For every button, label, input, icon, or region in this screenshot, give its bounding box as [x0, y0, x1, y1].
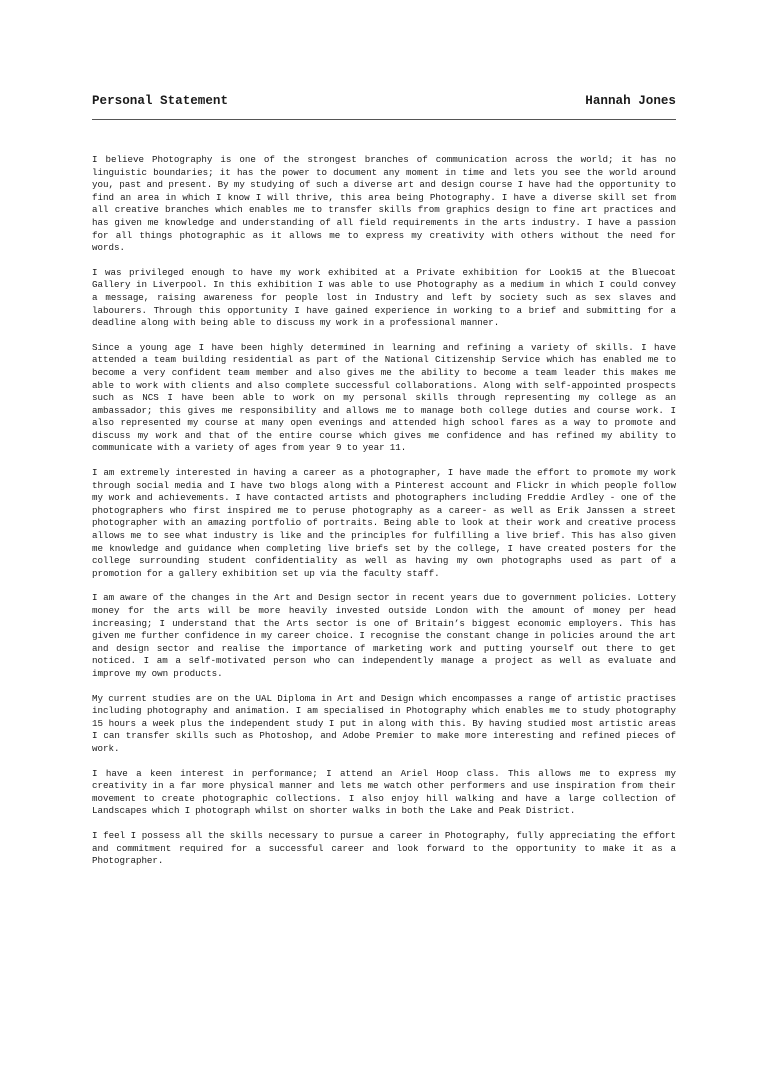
paragraph-8: I feel I possess all the skills necessary to pursue a career in Photography, fully appreciating the effort and commitment required for a successful career and look forward to the opportunity to make it as a Photographer. — [92, 829, 676, 867]
author-name: Hannah Jones — [585, 94, 676, 108]
paragraph-3: Since a young age I have been highly determined in learning and refining a variety of skills. I have attended a team building residential as part of the National Citizenship Service which has enabled me to become a very confident team member and also gives me the ability to become a team leader this makes me able to work with clients and also complete successful collaborations. Along with self-appointed prospects such as NCS I have been able to work on my personal skills through representing my college as an ambassador; this gives me responsibility and allows me to manage both college duties and course work. I also represented my course at many open evenings and attended high school fares as a way to promote and discuss my work and that of the entire course which gives me confidence and has refined my ability to communicate with a variety of ages from year 9 to year 11. — [92, 341, 676, 454]
paragraph-6: My current studies are on the UAL Diploma in Art and Design which encompasses a range of artistic practises including photography and animation. I am specialised in Photography which enables me to study photography 15 hours a week plus the independent study I put in along with this. By having studied most artistic areas I can transfer skills such as Photoshop, and Adobe Premier to make more interesting and refined pieces of work. — [92, 692, 676, 754]
paragraph-1: I believe Photography is one of the strongest branches of communication across the world; it has no linguistic boundaries; it has the power to document any moment in time and lets you see the world around you, past and present. By my studying of such a diverse art and design course I have had the opportunity to find an area in which I know I will thrive, this area being Photography. I have a diverse skill set from all creative branches which enables me to transfer skills from graphics design to fine art practices and has given me knowledge and understanding of all field requirements in the arts industry. I have a passion for all things photographic as it allows me to express my creativity with others without the need for words. — [92, 154, 676, 254]
document-title: Personal Statement — [92, 94, 229, 108]
statement-body — [92, 154, 676, 880]
paragraph-5: I am aware of the changes in the Art and Design sector in recent years due to government policies. Lottery money for the arts will be more heavily invested outside London with the amount of money per head increasing; I understand that the Arts sector is one of Britain’s biggest economic employers. This has given me further confidence in my career choice. I recognise the constant change in policies around the art and design sector and realise the importance of marketing work and putting yourself out there to get noticed. I am a self-motivated person who can independently manage a project as well as evaluate and improve my own products. — [92, 592, 676, 679]
paragraph-2: I was privileged enough to have my work exhibited at a Private exhibition for Look15 at the Bluecoat Gallery in Liverpool. In this exhibition I was able to use Photography as a medium in which I could convey a message, raising awareness for people lost in Industry and left by society such as sex slaves and labourers. Through this opportunity I have gained experience in working to a brief and submitting for a deadline along with being able to discuss my work in a professional manner. — [92, 266, 676, 329]
paragraph-7: I have a keen interest in performance; I attend an Ariel Hoop class. This allows me to express my creativity in a far more physical manner and lets me watch other performers and use inspiration from their movement to create photographic collections. I also enjoy hill walking and have a large collection of Landscapes which I photograph whilst on shorter walks in both the Lake and Peak District. — [92, 767, 676, 817]
paragraph-4: I am extremely interested in having a career as a photographer, I have made the effort to promote my work through social media and I have two blogs along with a Pinterest account and Flickr in which people follow my work and achievements. I have contacted artists and photographers including Freddie Ardley - one of the photographers who first inspired me to peruse photography as a career- as well as Erik Janssen a street photographer with an amazing portfolio of portraits. Being able to look at their work and creative process allows me to see what industry is like and the principles for fulfilling a live brief. This has also given me knowledge and guidance when completing live briefs set by the college, I have created posters for the college surrounding student confidentiality as well as having my own photographs used as part of a promotion for a gallery exhibition set up via the faculty staff. — [92, 467, 676, 579]
document-header — [92, 90, 676, 112]
header-divider — [92, 119, 676, 120]
